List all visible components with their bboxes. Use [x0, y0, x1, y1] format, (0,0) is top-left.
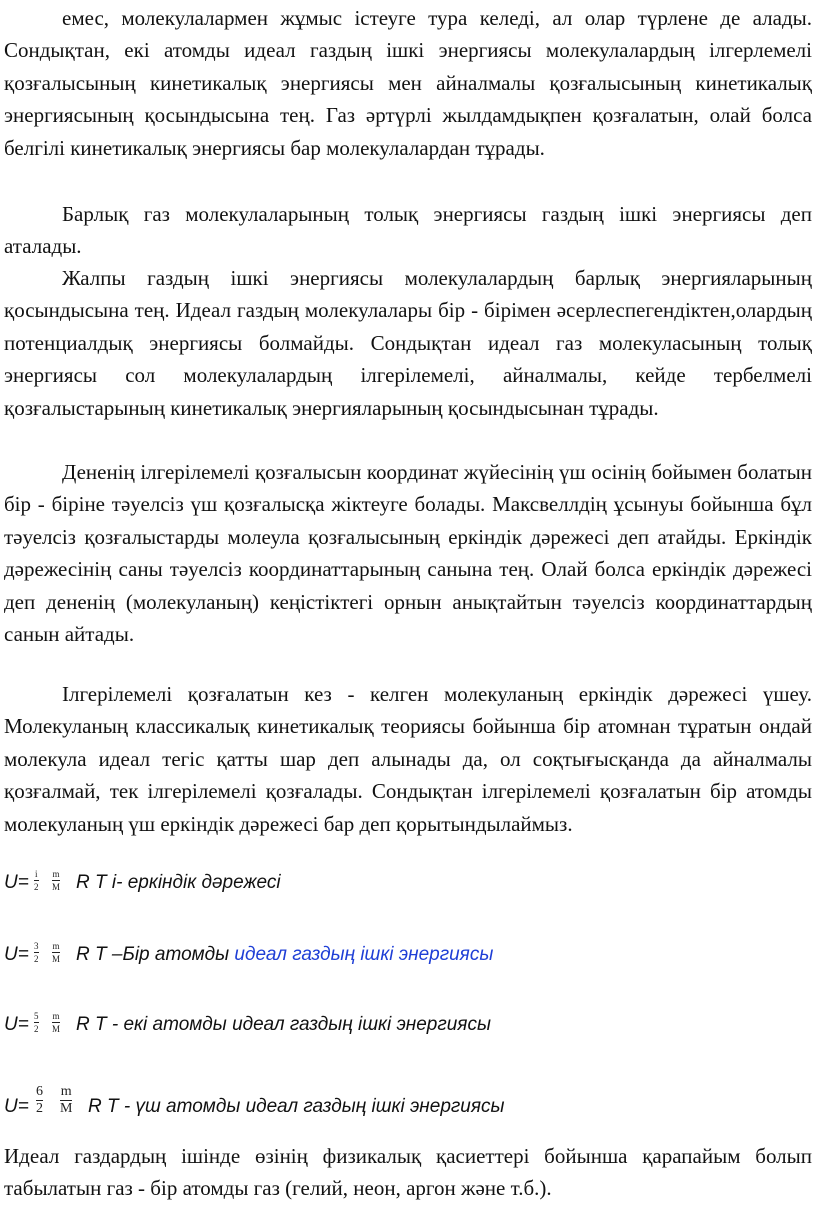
paragraph-3: Жалпы газдың ішкі энергиясы молекулалардың барлық энергияларының қосындысына тең. Идеал газдың молекулалары бір - бірімен әсерлеспегендіктен,олардың потенциалдық энергиясы болмайды. Сондықтан идеал газ молекуласының толық энергиясы сол молекулалардың ілгерілемелі, айналмалы, кейде тербелмелі қозғалыстарының кинетикалық энергияларының қосындысынан тұрады.: [4, 266, 812, 420]
formula-triatomic: [4, 1084, 812, 1124]
formula-lhs: U=: [4, 872, 29, 893]
formula-lhs: U=: [4, 1096, 29, 1117]
formula-text: R T - екі атомды идеал газдың ішкі энергиясы: [76, 1014, 491, 1035]
paragraph-5: Ілгерілемелі қозғалатын кез - келген молекуланың еркіндік дәрежесі үшеу. Молекуланың классикалық кинетикалық теориясы бойынша бір атомнан тұратын ондай молекула идеал тегіс қатты шар деп алынады да, ол соқтығысқанда да айналмалы қозғалмай, тек ілгерілемелі қозғалады. Сондықтан ілгерілемелі қозғалатын бір атомды молекуланың үш еркіндік дәрежесі бар деп қорытындылаймыз.: [4, 682, 812, 836]
fraction-m-M: m M: [52, 941, 61, 964]
fraction-3-2: 3 2: [34, 941, 39, 964]
paragraph-4: Дененің ілгерілемелі қозғалысын координат жүйесінің үш осінің бойымен болатын бір - біріне тәуелсіз үш қозғалысқа жіктеуге болады. Максвеллдің ұсынуы бойынша бұл тәуелсіз қозғалыстарды молеула қозғалысының еркіндік дәрежесі деп атайды. Еркіндік дәрежесінің саны тәуелсіз координаттарының санына тең. Олай болса еркіндік дәрежесі деп дененің (молекуланың) кеңістіктегі орнын анықтайтын тәуелсіз координаттардың санын айтады.: [4, 460, 812, 647]
fraction-i-2: i 2: [34, 869, 39, 892]
paragraph-2: Барлық газ молекулаларының толық энергиясы газдың ішкі энергиясы деп аталады.: [4, 202, 812, 259]
formula-diatomic: [4, 1002, 812, 1042]
formula-text-highlighted: идеал газдың ішкі энергиясы: [234, 944, 494, 965]
fraction-5-2: 5 2: [34, 1011, 39, 1034]
formula-monatomic: [4, 932, 812, 972]
fraction-m-M: m M: [52, 869, 61, 892]
formula-text: R T - үш атомды идеал газдың ішкі энергиясы: [88, 1096, 505, 1117]
fraction-6-2: 6 2: [36, 1084, 43, 1116]
fraction-m-M: m M: [52, 1011, 61, 1034]
formula-lhs: U=: [4, 944, 29, 965]
formula-general: [4, 860, 812, 900]
formula-text: R T –Бір атомды идеал газдың ішкі энергиясы: [76, 944, 494, 965]
formula-lhs: U=: [4, 1014, 29, 1035]
paragraph-1: емес, молекулалармен жұмыс істеуге тура келеді, ал олар түрлене де алады. Сондықтан, екі атомды идеал газдың ішкі энергиясы молекулалардың ілгерлемелі қозғалысының кинетикалық энергиясы мен айналмалы қозғалысының кинетикалық энергиясының қосындысына тең. Газ әртүрлі жылдамдықпен қозғалатын, олай болса белгілі кинетикалық энергиясы бар молекулалардан тұрады.: [4, 6, 812, 160]
paragraph-6: Идеал газдардың ішінде өзінің физикалық қасиеттері бойынша қарапайым болып табылатын газ - бір атомды газ (гелий, неон, аргон және т.б.).: [4, 1144, 812, 1201]
formula-text: R T i- еркіндік дәрежесі: [76, 872, 281, 893]
fraction-m-M: m M: [60, 1084, 73, 1116]
